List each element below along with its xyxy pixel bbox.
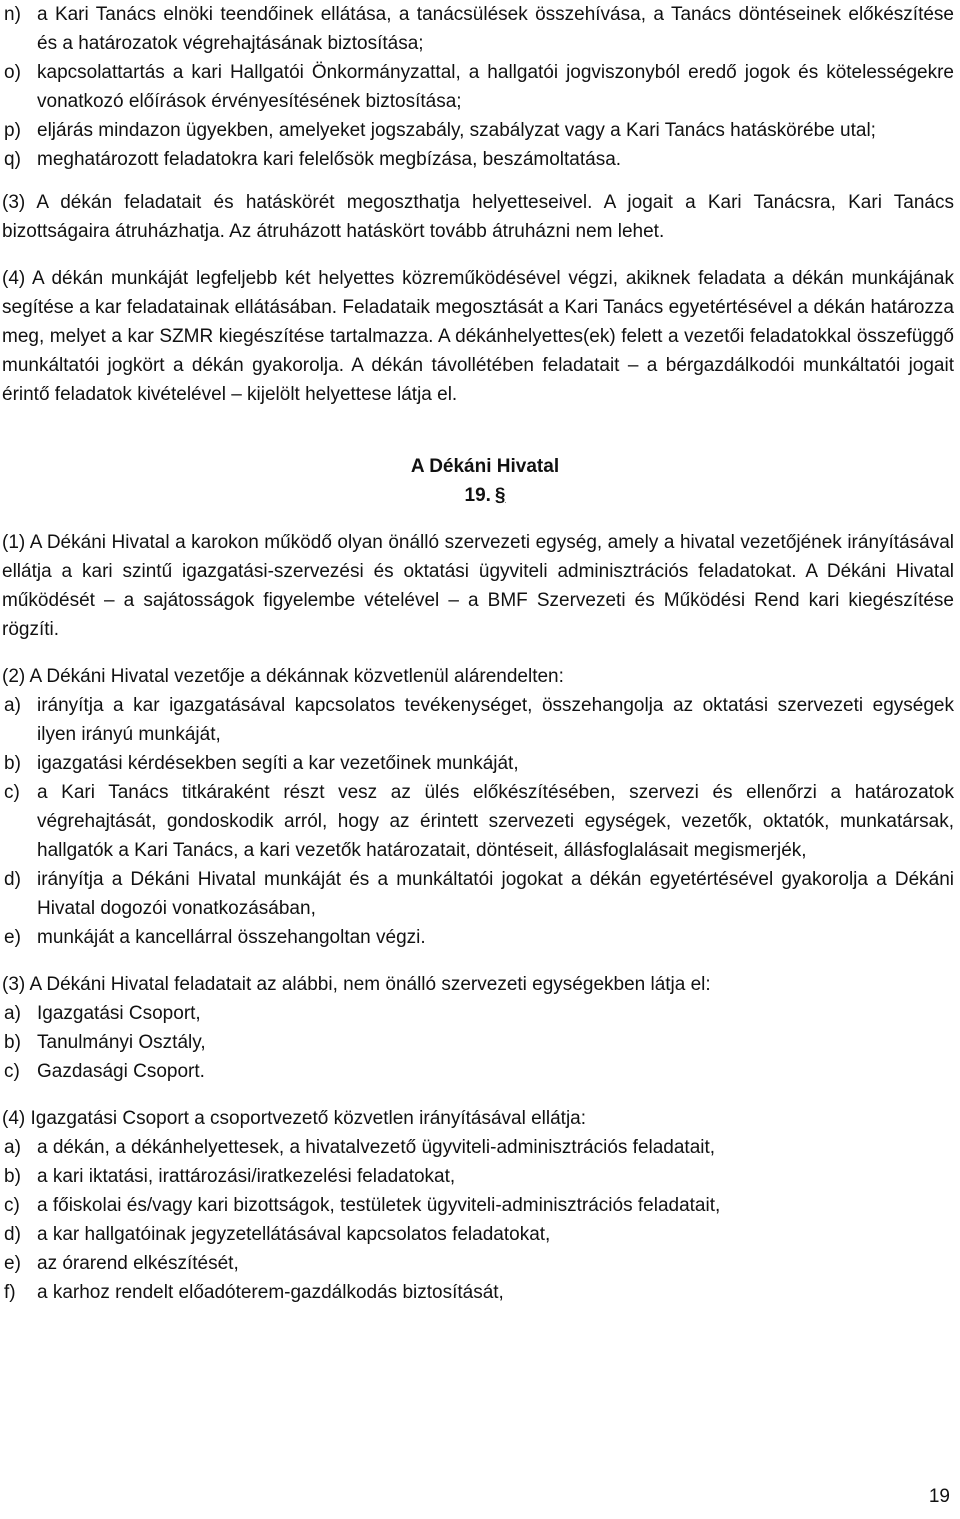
list-marker: b) [4,1032,21,1053]
list-item-text: az órarend elkészítését, [37,1253,239,1274]
section-number [2,481,954,510]
list-marker: e) [4,927,21,948]
list-marker: q) [4,149,21,170]
list-marker: a) [4,1003,21,1024]
section-number-value: 19. [464,485,491,506]
list-item-text: a Kari Tanács titkáraként részt vesz az ülés előkészítésében, szervezi és ellenőrzi a határozatok végrehajtását, gondoskodik arról, hogy az érintett szervezeti egységek, vezetők, oktatók, munkatársak, hallgatók a Kari Tanács, a kari vezetők határozatait, döntéseit, állásfoglalásait megismerjék, [37,782,954,861]
list-marker: b) [4,753,21,774]
list-item [2,1278,954,1307]
paragraph-3: (3) A dékán feladatait és hatáskörét megoszthatja helyetteseivel. A jogait a Kari Tanácsra, Kari Tanács bizottságaira átruházhatja. Az átruházott hatáskört tovább átruházni nem lehet. [2,192,954,242]
subsection-2-list [2,691,954,952]
list-item-text: a Kari Tanács elnöki teendőinek ellátása, a tanácsülések összehívása, a Tanács döntéseinek előkészítése és a határozatok végrehajtásának biztosítása; [37,4,954,54]
list-item [2,1191,954,1220]
list-item [2,1057,954,1086]
list-item [2,1249,954,1278]
list-item [2,0,954,58]
subsection-3-intro: (3) A Dékáni Hivatal feladatait az alábbi, nem önálló szervezeti egységekben látja el: [2,974,711,995]
list-item-text: irányítja a Dékáni Hivatal munkáját és a munkáltatói jogokat a dékán egyetértésével gyakorolja a Dékáni Hivatal dogozói vonatkozásában, [37,869,954,919]
list-item [2,1220,954,1249]
list-marker: c) [4,1195,20,1216]
list-marker: a) [4,1137,21,1158]
list-item-text: a kari iktatási, irattározási/iratkezelési feladatokat, [37,1166,456,1187]
list-item-text: Igazgatási Csoport, [37,1003,201,1024]
section-title: A Dékáni Hivatal [410,456,560,477]
list-item [2,999,954,1028]
list-item [2,1162,954,1191]
list-marker: b) [4,1166,21,1187]
list-marker: c) [4,1061,20,1082]
list-item [2,691,954,749]
list-marker: o) [4,62,21,83]
list-marker: p) [4,120,21,141]
list-item-text: igazgatási kérdésekben segíti a kar vezetőinek munkáját, [37,753,519,774]
subsection-4-intro: (4) Igazgatási Csoport a csoportvezető közvetlen irányításával ellátja: [2,1108,587,1129]
page-number: 19 [928,1486,950,1507]
list-item-text: eljárás mindazon ügyekben, amelyeket jogszabály, szabályzat vagy a Kari Tanács hatáskörébe utal; [37,120,876,141]
list-item [2,116,954,145]
list-marker: e) [4,1253,21,1274]
list-item [2,778,954,865]
section-symbol: § [494,485,506,506]
list-marker: a) [4,695,21,716]
list-marker: n) [4,4,21,25]
list-marker: f) [4,1282,16,1303]
list-item [2,923,954,952]
paragraph-4: (4) A dékán munkáját legfeljebb két helyettes közreműködésével végzi, akiknek feladata a dékán munkájának segítése a kar feladatainak ellátásában. Feladataik megosztását a Kari Tanács egyetértésével a dékán határozza meg, melyet a kar SZMR kiegészítése tartalmazza. A dékánhelyettes(ek) felett a vezetői feladatokkal összefüggő munkáltatói jogkört a dékán gyakorolja. A dékán távollétében feladatait – a bérgazdálkodói munkáltatói jogait érintő feladatok kivételével – kijelölt helyettese látja el. [2,268,954,405]
list-item-text: munkáját a kancellárral összehangoltan végzi. [37,927,426,948]
list-item [2,1028,954,1057]
list-item-text: a dékán, a dékánhelyettesek, a hivatalvezető ügyviteli-adminisztrációs feladatait, [37,1137,716,1158]
list-item-text: Tanulmányi Osztály, [37,1032,206,1053]
list-item-text: a főiskolai és/vagy kari bizottságok, testületek ügyviteli-adminisztrációs feladatait, [37,1195,721,1216]
list-item [2,145,954,174]
list-item-text: meghatározott feladatokra kari felelősök megbízása, beszámoltatása. [37,149,622,170]
duties-list-n-q [2,0,954,174]
list-item-text: a karhoz rendelt előadóterem-gazdálkodás biztosítását, [37,1282,504,1303]
list-item-text: a kar hallgatóinak jegyzetellátásával kapcsolatos feladatokat, [37,1224,551,1245]
list-marker: c) [4,782,20,803]
list-marker: d) [4,1224,21,1245]
list-item [2,1133,954,1162]
list-item-text: irányítja a kar igazgatásával kapcsolatos tevékenységet, összehangolja az oktatási szervezeti egységek ilyen irányú munkáját, [37,695,954,745]
list-item [2,58,954,116]
list-item-text: kapcsolattartás a kari Hallgatói Önkormányzattal, a hallgatói jogviszonyból eredő jogok és kötelességekre vonatkozó előírások érvényesítésének biztosítása; [37,62,954,112]
list-item [2,749,954,778]
subsection-4-list [2,1133,954,1307]
list-marker: d) [4,869,21,890]
list-item-text: Gazdasági Csoport. [37,1061,205,1082]
list-item [2,865,954,923]
subsection-1: (1) A Dékáni Hivatal a karokon működő olyan önálló szervezeti egység, amely a hivatal vezetőjének irányításával ellátja a kari szintű igazgatási-szervezési és oktatási ügyviteli adminisztrációs feladatokat. A Dékáni Hivatal működését – a sajátosságok figyelembe vételével – a BMF Szervezeti és Működési Rend kari kiegészítése rögzíti. [2,532,954,640]
subsection-2-intro: (2) A Dékáni Hivatal vezetője a dékánnak közvetlenül alárendelten: [2,666,564,687]
subsection-3-list [2,999,954,1086]
